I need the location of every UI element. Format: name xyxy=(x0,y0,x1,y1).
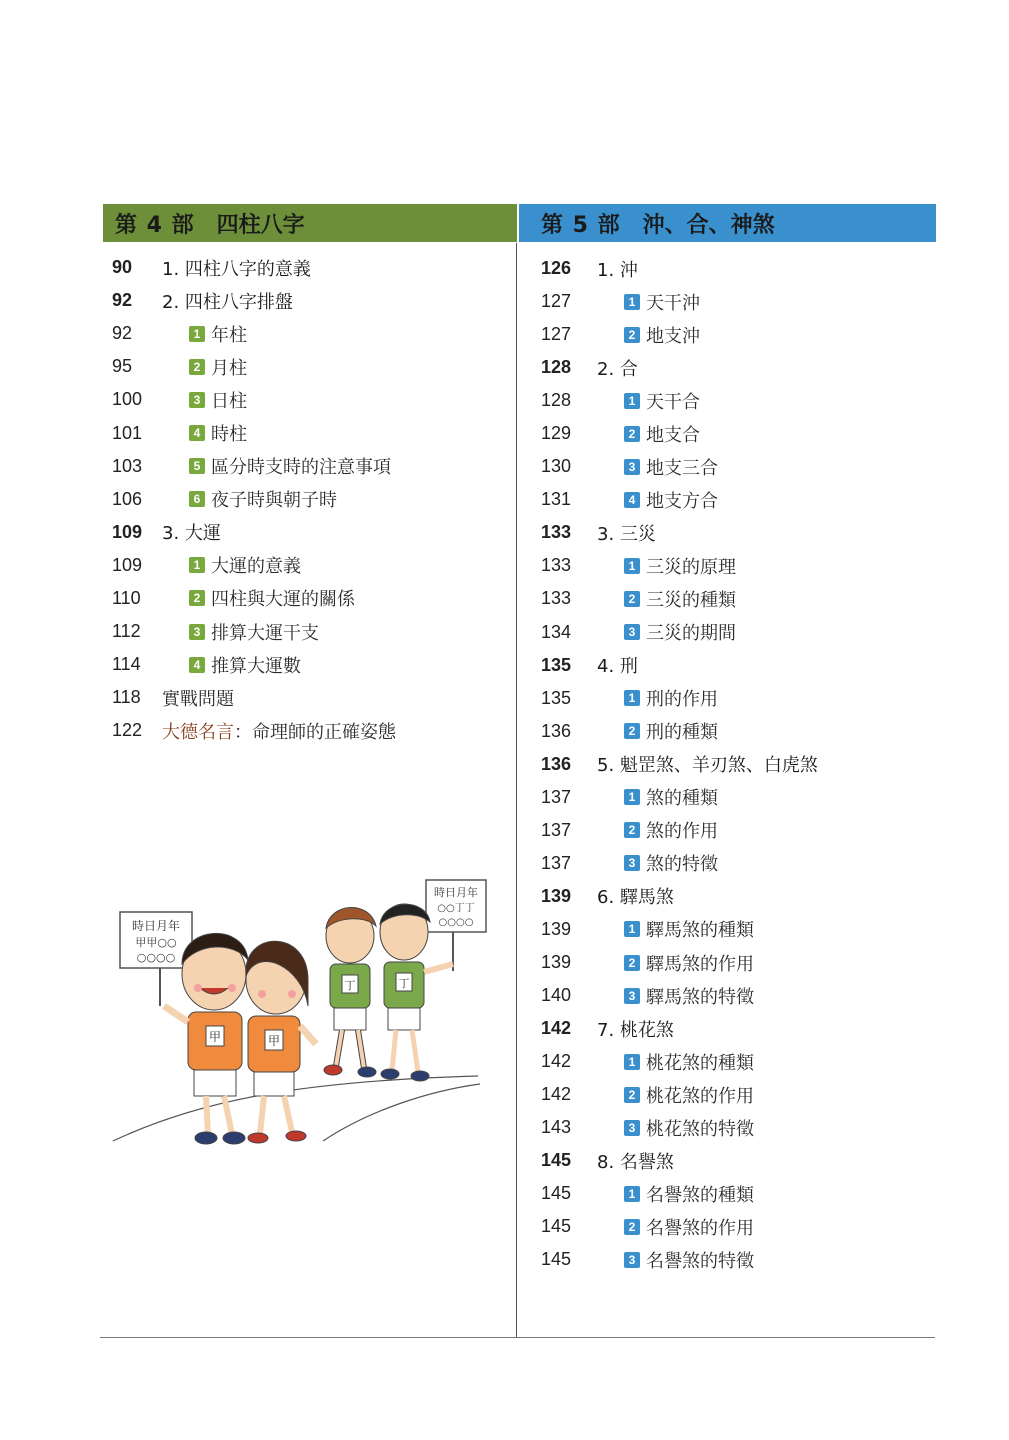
toc-title: 月柱 xyxy=(211,357,247,379)
student-back-left xyxy=(324,907,376,1077)
toc-title: 排算大運干支 xyxy=(211,622,319,644)
page-number: 92 xyxy=(112,323,133,344)
toc-title: 桃花煞的作用 xyxy=(646,1085,754,1107)
toc-item[interactable] xyxy=(112,615,512,648)
sign-left-middle: 甲甲○○ xyxy=(135,936,177,949)
shirt-label-front-2: 甲 xyxy=(267,1034,281,1048)
page-number: 112 xyxy=(112,621,141,642)
toc-title: 地支方合 xyxy=(646,490,718,512)
toc-item[interactable] xyxy=(541,1078,931,1111)
number-badge: 3 xyxy=(189,624,205,640)
page-number: 143 xyxy=(541,1117,572,1138)
toc-item[interactable] xyxy=(541,252,931,285)
number-badge: 1 xyxy=(189,557,205,573)
shirt-label-front-1: 甲 xyxy=(208,1030,222,1044)
toc-title: 夜子時與朝子時 xyxy=(211,490,337,512)
toc-item[interactable] xyxy=(541,1111,931,1144)
toc-item[interactable] xyxy=(541,781,931,814)
toc-item[interactable] xyxy=(541,913,931,946)
toc-item[interactable] xyxy=(112,251,512,284)
toc-item[interactable] xyxy=(112,284,512,317)
number-badge: 1 xyxy=(624,921,640,937)
toc-title: 1. 沖 xyxy=(597,259,638,281)
toc-item[interactable] xyxy=(112,714,512,747)
part5-header xyxy=(519,204,936,242)
part4-header xyxy=(103,204,517,242)
page-number: 142 xyxy=(541,1018,572,1039)
toc-title: 煞的特徵 xyxy=(646,854,718,876)
toc-title: 地支合 xyxy=(646,424,700,446)
bottom-rule xyxy=(100,1337,935,1338)
toc-title: 煞的種類 xyxy=(646,788,718,810)
number-badge: 3 xyxy=(189,392,205,408)
toc-item[interactable] xyxy=(541,682,931,715)
toc-item[interactable] xyxy=(112,450,512,483)
toc-title: 桃花煞的特徵 xyxy=(646,1118,754,1140)
number-badge: 5 xyxy=(189,458,205,474)
toc-title: 日柱 xyxy=(211,390,247,412)
number-badge: 3 xyxy=(624,459,640,475)
toc-item[interactable] xyxy=(541,351,931,384)
toc-title: 時柱 xyxy=(211,424,247,446)
toc-title: 桃花煞的種類 xyxy=(646,1052,754,1074)
toc-title: 刑的種類 xyxy=(646,722,718,744)
number-badge: 2 xyxy=(624,426,640,442)
number-badge: 1 xyxy=(624,1186,640,1202)
toc-title: 推算大運數 xyxy=(211,655,301,677)
number-badge: 4 xyxy=(189,425,205,441)
toc-title: 名譽煞的作用 xyxy=(646,1217,754,1239)
page-number: 128 xyxy=(541,357,572,378)
number-badge: 1 xyxy=(624,558,640,574)
toc-item[interactable] xyxy=(112,681,512,714)
toc-title: 驛馬煞的作用 xyxy=(646,953,754,975)
toc-item[interactable] xyxy=(541,1243,931,1276)
number-badge: 1 xyxy=(624,789,640,805)
toc-item[interactable] xyxy=(541,1177,931,1210)
toc-item[interactable] xyxy=(541,582,931,615)
page-number: 127 xyxy=(541,291,572,312)
page-number: 103 xyxy=(112,455,143,476)
part5-title: 沖、合、神煞 xyxy=(642,212,775,238)
page-number: 145 xyxy=(541,1150,572,1171)
number-badge: 4 xyxy=(189,657,205,673)
page-number: 139 xyxy=(541,885,572,906)
page-number: 139 xyxy=(541,952,572,972)
number-badge: 1 xyxy=(624,1054,640,1070)
toc-title: 實戰問題 xyxy=(162,688,234,710)
toc-item[interactable] xyxy=(541,946,931,979)
toc-title: 地支沖 xyxy=(646,325,700,347)
page-number: 109 xyxy=(112,521,143,542)
toc-item[interactable] xyxy=(541,880,931,913)
toc-item[interactable] xyxy=(541,748,931,781)
toc-item[interactable] xyxy=(541,1144,931,1177)
sign-right xyxy=(426,880,486,971)
quote-highlight: 大德名言 xyxy=(162,721,234,743)
toc-item[interactable] xyxy=(112,549,512,582)
toc-item[interactable] xyxy=(541,450,931,483)
toc-item[interactable] xyxy=(541,417,931,450)
page-number: 140 xyxy=(541,985,572,1006)
page-number: 128 xyxy=(541,390,572,411)
toc-item[interactable] xyxy=(541,285,931,318)
toc-item[interactable] xyxy=(112,350,512,383)
toc-title: 8. 名譽煞 xyxy=(597,1151,674,1173)
toc-title: 區分時支時的注意事項 xyxy=(211,457,391,479)
number-badge: 2 xyxy=(624,1219,640,1235)
page-number: 136 xyxy=(541,753,572,774)
toc-title: 2. 四柱八字排盤 xyxy=(162,291,293,313)
number-badge: 1 xyxy=(624,294,640,310)
page-number: 134 xyxy=(541,621,572,642)
toc-item[interactable] xyxy=(112,516,512,549)
toc-title: 名譽煞的特徵 xyxy=(646,1250,754,1272)
sign-right-middle: ○○丁丁 xyxy=(437,903,475,914)
page-number: 133 xyxy=(541,555,572,576)
toc-title: 6. 驛馬煞 xyxy=(597,887,674,909)
number-badge: 6 xyxy=(189,491,205,507)
toc-title: 地支三合 xyxy=(646,457,718,479)
toc-item[interactable] xyxy=(541,979,931,1012)
toc-title: 3. 大運 xyxy=(162,523,221,545)
part5-number: 第 5 部 xyxy=(541,212,621,238)
page-number: 131 xyxy=(541,489,572,510)
student-front-right xyxy=(246,941,316,1143)
toc-title: 四柱與大運的關係 xyxy=(211,589,355,611)
toc-title: 3. 三災 xyxy=(597,523,656,545)
toc-title: 天干合 xyxy=(646,391,700,413)
page-number: 127 xyxy=(541,324,572,345)
number-badge: 2 xyxy=(189,590,205,606)
toc-item[interactable] xyxy=(541,1012,931,1045)
toc-item[interactable] xyxy=(541,516,931,549)
column-divider xyxy=(516,243,517,1337)
toc-title: 三災的種類 xyxy=(646,589,736,611)
toc-item[interactable] xyxy=(541,384,931,417)
toc-item[interactable] xyxy=(541,549,931,582)
page-number: 145 xyxy=(541,1183,572,1204)
page-number: 122 xyxy=(112,720,143,741)
toc-title: 2. 合 xyxy=(597,358,638,380)
toc-item[interactable] xyxy=(541,318,931,351)
number-badge: 2 xyxy=(624,822,640,838)
toc-item[interactable] xyxy=(541,1210,931,1243)
number-badge: 3 xyxy=(624,1120,640,1136)
page-number: 145 xyxy=(541,1249,572,1270)
number-badge: 2 xyxy=(624,955,640,971)
sign-left xyxy=(120,912,192,1006)
page-number: 137 xyxy=(541,852,572,873)
number-badge: 1 xyxy=(624,690,640,706)
toc-item[interactable] xyxy=(112,416,512,449)
page-number: 90 xyxy=(112,257,133,278)
toc-item[interactable] xyxy=(112,582,512,615)
page-number: 137 xyxy=(541,786,572,807)
toc-item[interactable] xyxy=(541,814,931,847)
toc-item[interactable] xyxy=(541,483,931,516)
number-badge: 3 xyxy=(624,855,640,871)
toc-item[interactable] xyxy=(112,383,512,416)
page-number: 114 xyxy=(112,654,141,675)
toc-title: 三災的期間 xyxy=(646,623,736,645)
toc-item[interactable] xyxy=(112,317,512,350)
toc-title: 刑的作用 xyxy=(646,689,718,711)
number-badge: 3 xyxy=(624,1252,640,1268)
students-illustration xyxy=(108,876,488,1146)
toc-title: 大運的意義 xyxy=(211,556,301,578)
toc-title: 5. 魁罡煞、羊刃煞、白虎煞 xyxy=(597,755,818,777)
page-number: 110 xyxy=(112,587,141,608)
number-badge: 1 xyxy=(189,326,205,342)
toc-title: 4. 刑 xyxy=(597,656,638,678)
toc-title: 煞的作用 xyxy=(646,821,718,843)
part4-number: 第 4 部 xyxy=(115,212,195,238)
number-badge: 3 xyxy=(624,624,640,640)
page-number: 126 xyxy=(541,258,572,279)
toc-title: 7. 桃花煞 xyxy=(597,1019,674,1041)
page-number: 133 xyxy=(541,522,572,543)
toc-title: 驛馬煞的特徵 xyxy=(646,986,754,1008)
part4-title: 四柱八字 xyxy=(216,212,305,238)
number-badge: 2 xyxy=(624,1087,640,1103)
page-number: 106 xyxy=(112,488,143,509)
page-number: 130 xyxy=(541,456,572,477)
page-number: 101 xyxy=(112,422,143,443)
page-number: 145 xyxy=(541,1216,572,1237)
number-badge: 3 xyxy=(624,988,640,1004)
page-number: 118 xyxy=(112,687,141,708)
number-badge: 2 xyxy=(624,327,640,343)
page-number: 142 xyxy=(541,1051,572,1072)
toc-title: 1. 四柱八字的意義 xyxy=(162,258,311,280)
part4-toc-list xyxy=(112,251,512,747)
toc-item[interactable] xyxy=(541,1045,931,1078)
page-number: 133 xyxy=(541,588,572,609)
toc-title: ：命理師的正確姿態 xyxy=(234,721,396,743)
number-badge: 2 xyxy=(189,359,205,375)
sign-left-bottom: ○○○○ xyxy=(136,951,176,964)
shirt-label-back-1: 丁 xyxy=(344,979,356,992)
toc-item[interactable] xyxy=(541,649,931,682)
toc-title: 天干沖 xyxy=(646,292,700,314)
number-badge: 1 xyxy=(624,393,640,409)
page-number: 100 xyxy=(112,389,143,410)
sign-right-top: 時日月年 xyxy=(434,886,478,899)
toc-item[interactable] xyxy=(541,847,931,880)
page-number: 142 xyxy=(541,1084,572,1105)
toc-title: 年柱 xyxy=(211,324,247,346)
toc-title: 三災的原理 xyxy=(646,556,736,578)
number-badge: 4 xyxy=(624,492,640,508)
toc-item[interactable] xyxy=(112,483,512,516)
page-number: 95 xyxy=(112,356,133,377)
page-number: 136 xyxy=(541,720,572,741)
page-number: 135 xyxy=(541,687,572,708)
number-badge: 2 xyxy=(624,591,640,607)
toc-item[interactable] xyxy=(112,648,512,681)
shirt-label-back-2: 丁 xyxy=(398,977,410,990)
sign-left-top: 時日月年 xyxy=(131,919,181,933)
page-number: 92 xyxy=(112,290,133,311)
toc-item[interactable] xyxy=(541,715,931,748)
page-number: 109 xyxy=(112,554,143,575)
toc-title: 名譽煞的種類 xyxy=(646,1184,754,1206)
page-number: 129 xyxy=(541,423,572,444)
toc-title: 驛馬煞的種類 xyxy=(646,920,754,942)
part5-toc-list xyxy=(541,252,931,1276)
page-number: 139 xyxy=(541,918,572,939)
toc-item[interactable] xyxy=(541,616,931,649)
page-number: 137 xyxy=(541,819,572,840)
sign-right-bottom: ○○○○ xyxy=(438,917,474,928)
page-number: 135 xyxy=(541,654,572,675)
number-badge: 2 xyxy=(624,723,640,739)
